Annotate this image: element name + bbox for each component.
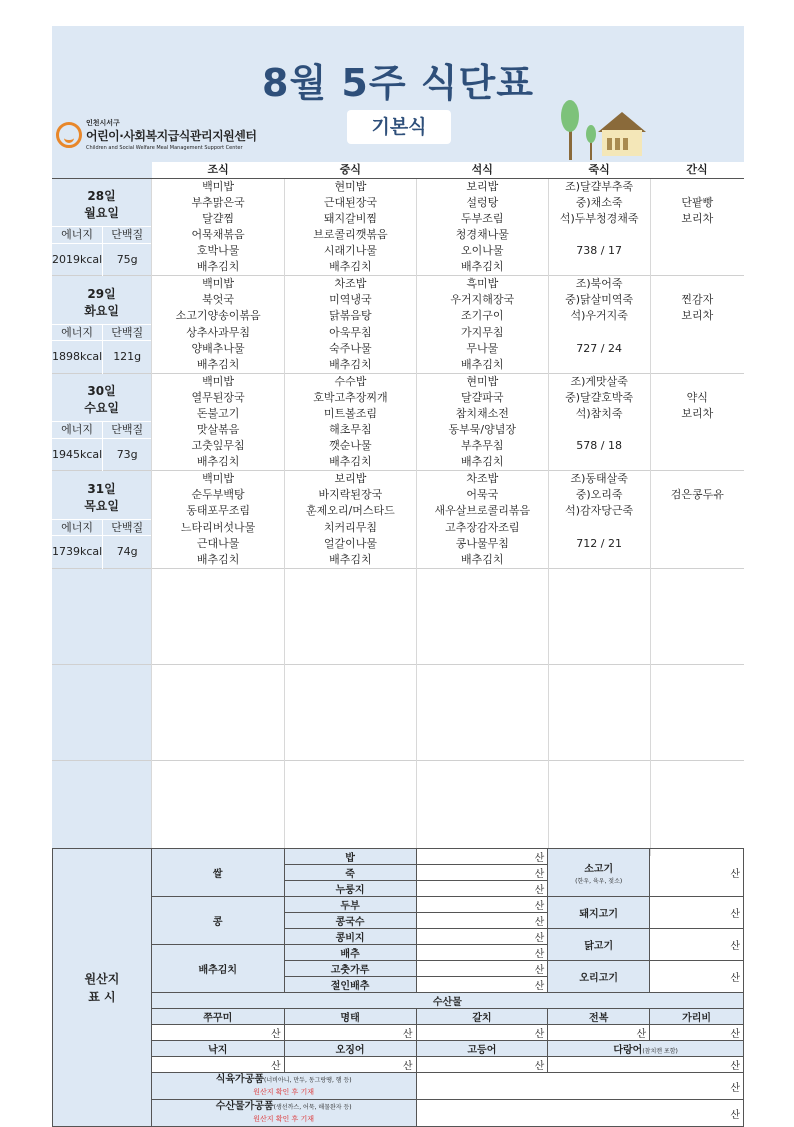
menu-row bbox=[52, 292, 744, 308]
empty-day-cell bbox=[52, 760, 152, 856]
protein-value: 121g bbox=[103, 341, 152, 374]
porridge-item bbox=[548, 454, 650, 471]
dinner-item: 부추무침 bbox=[416, 438, 548, 454]
energy-value: 1898kcal bbox=[52, 341, 103, 374]
day-cell bbox=[52, 178, 152, 227]
seafood-name: 명태 bbox=[284, 1009, 416, 1025]
mark: 산 bbox=[416, 865, 548, 881]
porridge-item: 조)달걀부추죽 bbox=[548, 178, 650, 195]
breakfast-item: 배추김치 bbox=[152, 454, 285, 471]
snack-item bbox=[650, 422, 744, 439]
empty-meal-cell bbox=[152, 760, 285, 856]
porridge-item: 중)채소죽 bbox=[548, 195, 650, 211]
porridge-item bbox=[548, 324, 650, 341]
mark: 산 bbox=[650, 1025, 744, 1041]
kimchi-item-3: 절인배추 bbox=[284, 977, 416, 993]
day-date: 29일 bbox=[87, 286, 116, 301]
breakfast-item: 양배추나물 bbox=[152, 341, 285, 357]
dinner-item: 가지무침 bbox=[416, 324, 548, 341]
menu-row bbox=[52, 536, 744, 552]
porridge-item: 석)참치죽 bbox=[548, 406, 650, 422]
menu-body bbox=[52, 178, 744, 856]
seafood-name: 낙지 bbox=[151, 1041, 284, 1057]
lunch-item: 배추김치 bbox=[284, 552, 416, 569]
empty-meal-cell bbox=[152, 664, 285, 760]
lunch-item: 배추김치 bbox=[284, 454, 416, 471]
mark: 산 bbox=[416, 1057, 548, 1073]
mark: 산 bbox=[284, 1057, 416, 1073]
lunch-item: 호박고추장찌개 bbox=[284, 390, 416, 406]
porridge-item bbox=[548, 422, 650, 439]
energy-label: 에너지 bbox=[52, 519, 103, 536]
lunch-item: 깻순나물 bbox=[284, 438, 416, 454]
day-cell bbox=[52, 471, 152, 520]
empty-meal-cell bbox=[416, 568, 548, 664]
empty-meal-cell bbox=[548, 568, 650, 664]
porridge-item: 석)우거지죽 bbox=[548, 308, 650, 324]
breakfast-item: 백미밥 bbox=[152, 178, 285, 195]
seafood-name: 갈치 bbox=[416, 1009, 548, 1025]
menu-sheet bbox=[52, 26, 744, 1123]
mark: 산 bbox=[416, 1073, 743, 1100]
snack-item: 약식 bbox=[650, 390, 744, 406]
snack-item bbox=[650, 471, 744, 488]
col-breakfast: 조식 bbox=[152, 162, 285, 178]
energy-label: 에너지 bbox=[52, 324, 103, 341]
day-date: 30일 bbox=[87, 384, 116, 399]
breakfast-item: 동태포무조림 bbox=[152, 503, 285, 519]
bean-item-2: 콩국수 bbox=[284, 913, 416, 929]
dinner-item: 고추장감자조림 bbox=[416, 519, 548, 536]
processed-sea-label: 수산물가공품 bbox=[215, 1101, 274, 1112]
day-date: 28일 bbox=[87, 189, 116, 204]
dinner-item: 새우살브로콜리볶음 bbox=[416, 503, 548, 519]
origin-table bbox=[52, 848, 744, 1127]
breakfast-item: 배추김치 bbox=[152, 552, 285, 569]
breakfast-item: 맛살볶음 bbox=[152, 422, 285, 439]
snack-item: 검은콩두유 bbox=[650, 487, 744, 503]
protein-value: 73g bbox=[103, 438, 152, 471]
lunch-item: 보리밥 bbox=[284, 471, 416, 488]
seafood-name: 전복 bbox=[548, 1009, 650, 1025]
seafood-header: 수산물 bbox=[151, 993, 743, 1009]
seafood-name: 오징어 bbox=[284, 1041, 416, 1057]
breakfast-item: 배추김치 bbox=[152, 357, 285, 374]
snack-item bbox=[650, 552, 744, 569]
day-weekday: 목요일 bbox=[84, 498, 119, 513]
snack-item bbox=[650, 243, 744, 259]
logo-english-name: Children and Social Welfare Meal Management Support Center bbox=[86, 145, 243, 151]
mark: 산 bbox=[416, 961, 548, 977]
processed-sea-cell bbox=[151, 1100, 416, 1127]
seafood-name: 가리비 bbox=[650, 1009, 744, 1025]
mark: 산 bbox=[650, 961, 744, 993]
energy-value: 2019kcal bbox=[52, 243, 103, 276]
dinner-item: 흑미밥 bbox=[416, 276, 548, 293]
mark: 산 bbox=[416, 849, 548, 865]
snack-item: 찐감자 bbox=[650, 292, 744, 308]
mark: 산 bbox=[416, 897, 548, 913]
snack-item bbox=[650, 438, 744, 454]
processed-meat-warning: 원산지 확인 후 기재 bbox=[253, 1088, 315, 1096]
weekly-menu-table bbox=[52, 162, 744, 856]
empty-meal-cell bbox=[548, 760, 650, 856]
empty-meal-cell bbox=[650, 664, 744, 760]
duck-label: 오리고기 bbox=[548, 961, 650, 993]
rice-item-2: 죽 bbox=[284, 865, 416, 881]
day-weekday: 화요일 bbox=[84, 303, 119, 318]
bean-group: 콩 bbox=[151, 897, 284, 945]
snack-item bbox=[650, 373, 744, 390]
snack-item bbox=[650, 324, 744, 341]
porridge-item bbox=[548, 357, 650, 374]
day-cell bbox=[52, 276, 152, 325]
dinner-item: 설렁탕 bbox=[416, 195, 548, 211]
mark: 산 bbox=[650, 897, 744, 929]
empty-meal-cell bbox=[416, 760, 548, 856]
dinner-item: 어묵국 bbox=[416, 487, 548, 503]
day-date: 31일 bbox=[87, 481, 116, 496]
rice-item-3: 누룽지 bbox=[284, 881, 416, 897]
dinner-item: 배추김치 bbox=[416, 552, 548, 569]
empty-meal-cell bbox=[284, 760, 416, 856]
menu-row bbox=[52, 373, 744, 390]
empty-row bbox=[52, 664, 744, 760]
lunch-item: 아욱무침 bbox=[284, 324, 416, 341]
lunch-item: 훈제오리/머스타드 bbox=[284, 503, 416, 519]
energy-value: 1739kcal bbox=[52, 536, 103, 569]
porridge-item: 727 / 24 bbox=[548, 341, 650, 357]
menu-row bbox=[52, 406, 744, 422]
mark: 산 bbox=[151, 1057, 284, 1073]
kimchi-item-2: 고춧가루 bbox=[284, 961, 416, 977]
mark: 산 bbox=[284, 1025, 416, 1041]
dinner-item: 차조밥 bbox=[416, 471, 548, 488]
snack-item bbox=[650, 276, 744, 293]
dinner-item: 배추김치 bbox=[416, 454, 548, 471]
porridge-item: 중)닭살미역죽 bbox=[548, 292, 650, 308]
bean-item-3: 콩비지 bbox=[284, 929, 416, 945]
breakfast-item: 북엇국 bbox=[152, 292, 285, 308]
energy-label: 에너지 bbox=[52, 227, 103, 244]
breakfast-item: 호박나물 bbox=[152, 243, 285, 259]
breakfast-item: 느타리버섯나물 bbox=[152, 519, 285, 536]
protein-value: 74g bbox=[103, 536, 152, 569]
snack-item bbox=[650, 259, 744, 276]
empty-row bbox=[52, 568, 744, 664]
breakfast-item: 배추김치 bbox=[152, 259, 285, 276]
mark: 산 bbox=[548, 1025, 650, 1041]
breakfast-item: 고춧잎무침 bbox=[152, 438, 285, 454]
snack-item bbox=[650, 454, 744, 471]
empty-day-cell bbox=[52, 568, 152, 664]
kimchi-group: 배추김치 bbox=[151, 945, 284, 993]
empty-meal-cell bbox=[650, 760, 744, 856]
processed-meat-note: (너비아니, 만두, 동그랑땡, 햄 등) bbox=[264, 1077, 352, 1084]
energy-label: 에너지 bbox=[52, 422, 103, 439]
breakfast-item: 백미밥 bbox=[152, 276, 285, 293]
menu-row bbox=[52, 276, 744, 293]
porridge-item: 조)게맛살죽 bbox=[548, 373, 650, 390]
lunch-item: 배추김치 bbox=[284, 357, 416, 374]
lunch-item: 배추김치 bbox=[284, 259, 416, 276]
energy-value: 1945kcal bbox=[52, 438, 103, 471]
empty-meal-cell bbox=[284, 568, 416, 664]
col-lunch: 중식 bbox=[284, 162, 416, 178]
dinner-item: 청경채나물 bbox=[416, 227, 548, 244]
lunch-item: 시래기나물 bbox=[284, 243, 416, 259]
breakfast-item: 순두부백탕 bbox=[152, 487, 285, 503]
tuna-cell bbox=[548, 1041, 744, 1057]
porridge-item: 738 / 17 bbox=[548, 243, 650, 259]
beef-cell bbox=[548, 849, 650, 897]
snack-item bbox=[650, 227, 744, 244]
dinner-item: 오이나물 bbox=[416, 243, 548, 259]
mark: 산 bbox=[650, 849, 744, 897]
page-title: 8월 5주 식단표 bbox=[262, 61, 534, 105]
empty-day-cell bbox=[52, 664, 152, 760]
diet-type-badge: 기본식 bbox=[347, 110, 451, 144]
tuna-note: (참치캔 포함) bbox=[642, 1048, 678, 1055]
lunch-item: 치커리무침 bbox=[284, 519, 416, 536]
dinner-item: 콩나물무침 bbox=[416, 536, 548, 552]
snack-item: 보리차 bbox=[650, 308, 744, 324]
tuna-label: 다랑어 bbox=[613, 1045, 643, 1056]
protein-label: 단백질 bbox=[103, 422, 152, 439]
mark: 산 bbox=[416, 1100, 743, 1127]
snack-item bbox=[650, 341, 744, 357]
smile-logo-icon bbox=[56, 122, 82, 148]
breakfast-item: 열무된장국 bbox=[152, 390, 285, 406]
menu-row bbox=[52, 227, 744, 244]
porridge-item: 석)감자당근죽 bbox=[548, 503, 650, 519]
porridge-item: 석)두부청경채죽 bbox=[548, 211, 650, 227]
breakfast-item: 어묵채볶음 bbox=[152, 227, 285, 244]
pork-label: 돼지고기 bbox=[548, 897, 650, 929]
empty-meal-cell bbox=[548, 664, 650, 760]
porridge-item bbox=[548, 519, 650, 536]
breakfast-item: 상추사과무침 bbox=[152, 324, 285, 341]
menu-row bbox=[52, 422, 744, 439]
breakfast-item: 달걀찜 bbox=[152, 211, 285, 227]
menu-row bbox=[52, 438, 744, 454]
menu-row bbox=[52, 519, 744, 536]
lunch-item: 미트볼조림 bbox=[284, 406, 416, 422]
processed-meat-cell bbox=[151, 1073, 416, 1100]
dinner-item: 무나물 bbox=[416, 341, 548, 357]
dinner-item: 배추김치 bbox=[416, 259, 548, 276]
header-blank bbox=[52, 162, 152, 178]
day-weekday: 수요일 bbox=[84, 401, 119, 416]
processed-sea-warning: 원산지 확인 후 기재 bbox=[253, 1115, 315, 1123]
dinner-item: 동부묵/양념장 bbox=[416, 422, 548, 439]
origin-label-1: 원산지 bbox=[84, 971, 120, 986]
empty-row bbox=[52, 760, 744, 856]
kimchi-item-1: 배추 bbox=[284, 945, 416, 961]
processed-sea-note: (생선까스, 어묵, 해물완자 등) bbox=[273, 1104, 352, 1111]
lunch-item: 차조밥 bbox=[284, 276, 416, 293]
empty-meal-cell bbox=[152, 568, 285, 664]
menu-row bbox=[52, 341, 744, 357]
dinner-item: 우거지해장국 bbox=[416, 292, 548, 308]
lunch-item: 근대된장국 bbox=[284, 195, 416, 211]
menu-row bbox=[52, 454, 744, 471]
porridge-item: 조)동태살죽 bbox=[548, 471, 650, 488]
snack-item bbox=[650, 357, 744, 374]
col-snack: 간식 bbox=[650, 162, 744, 178]
snack-item bbox=[650, 178, 744, 195]
menu-row bbox=[52, 503, 744, 519]
lunch-item: 수수밥 bbox=[284, 373, 416, 390]
lunch-item: 돼지갈비찜 bbox=[284, 211, 416, 227]
menu-header-row bbox=[52, 162, 744, 178]
breakfast-item: 백미밥 bbox=[152, 373, 285, 390]
lunch-item: 바지락된장국 bbox=[284, 487, 416, 503]
rice-item-1: 밥 bbox=[284, 849, 416, 865]
lunch-item: 닭볶음탕 bbox=[284, 308, 416, 324]
menu-row bbox=[52, 552, 744, 569]
chicken-label: 닭고기 bbox=[548, 929, 650, 961]
lunch-item: 얼갈이나물 bbox=[284, 536, 416, 552]
breakfast-item: 돈불고기 bbox=[152, 406, 285, 422]
protein-label: 단백질 bbox=[103, 227, 152, 244]
center-logo bbox=[56, 118, 256, 158]
dinner-item: 두부조림 bbox=[416, 211, 548, 227]
col-porridge: 죽식 bbox=[548, 162, 650, 178]
col-dinner: 석식 bbox=[416, 162, 548, 178]
menu-row bbox=[52, 324, 744, 341]
snack-item bbox=[650, 503, 744, 519]
protein-label: 단백질 bbox=[103, 519, 152, 536]
protein-label: 단백질 bbox=[103, 324, 152, 341]
day-cell bbox=[52, 373, 152, 422]
snack-item bbox=[650, 519, 744, 536]
dinner-item: 현미밥 bbox=[416, 373, 548, 390]
bean-item-1: 두부 bbox=[284, 897, 416, 913]
day-weekday: 월요일 bbox=[84, 206, 119, 221]
menu-row bbox=[52, 357, 744, 374]
porridge-item bbox=[548, 259, 650, 276]
menu-row bbox=[52, 243, 744, 259]
mark: 산 bbox=[151, 1025, 284, 1041]
logo-district: 인천시서구 bbox=[86, 119, 120, 127]
menu-row bbox=[52, 308, 744, 324]
header-banner bbox=[52, 26, 744, 162]
origin-label-2: 표 시 bbox=[88, 989, 116, 1004]
mark: 산 bbox=[416, 929, 548, 945]
protein-value: 75g bbox=[103, 243, 152, 276]
menu-row bbox=[52, 178, 744, 195]
mark: 산 bbox=[548, 1057, 744, 1073]
breakfast-item: 부추맑은국 bbox=[152, 195, 285, 211]
menu-row bbox=[52, 471, 744, 488]
mark: 산 bbox=[416, 1025, 548, 1041]
seafood-name: 고등어 bbox=[416, 1041, 548, 1057]
dinner-item: 배추김치 bbox=[416, 357, 548, 374]
dinner-item: 조기구이 bbox=[416, 308, 548, 324]
dinner-item: 참치채소전 bbox=[416, 406, 548, 422]
menu-row bbox=[52, 211, 744, 227]
beef-note: (한우, 육우, 젖소) bbox=[575, 877, 623, 885]
mark: 산 bbox=[416, 913, 548, 929]
snack-item: 단팥빵 bbox=[650, 195, 744, 211]
processed-meat-label: 식육가공품 bbox=[215, 1074, 265, 1085]
beef-label: 소고기 bbox=[584, 863, 614, 875]
porridge-item: 중)달걀호박죽 bbox=[548, 390, 650, 406]
seafood-name: 쭈꾸미 bbox=[151, 1009, 284, 1025]
logo-center-name: 어린이·사회복지급식관리지원센터 bbox=[86, 129, 257, 143]
mark: 산 bbox=[416, 881, 548, 897]
porridge-item: 중)오리죽 bbox=[548, 487, 650, 503]
mark: 산 bbox=[650, 929, 744, 961]
dinner-item: 보리밥 bbox=[416, 178, 548, 195]
origin-label bbox=[53, 849, 152, 1127]
lunch-item: 미역냉국 bbox=[284, 292, 416, 308]
mark: 산 bbox=[416, 945, 548, 961]
menu-row bbox=[52, 259, 744, 276]
menu-row bbox=[52, 195, 744, 211]
lunch-item: 해초무침 bbox=[284, 422, 416, 439]
snack-item: 보리차 bbox=[650, 211, 744, 227]
breakfast-item: 소고기양송이볶음 bbox=[152, 308, 285, 324]
breakfast-item: 백미밥 bbox=[152, 471, 285, 488]
tree-house-illustration bbox=[552, 100, 652, 160]
snack-item: 보리차 bbox=[650, 406, 744, 422]
porridge-item: 578 / 18 bbox=[548, 438, 650, 454]
lunch-item: 숙주나물 bbox=[284, 341, 416, 357]
lunch-item: 현미밥 bbox=[284, 178, 416, 195]
porridge-item: 712 / 21 bbox=[548, 536, 650, 552]
empty-meal-cell bbox=[284, 664, 416, 760]
empty-meal-cell bbox=[416, 664, 548, 760]
snack-item bbox=[650, 536, 744, 552]
dinner-item: 달걀파국 bbox=[416, 390, 548, 406]
menu-row bbox=[52, 390, 744, 406]
rice-group: 쌀 bbox=[151, 849, 284, 897]
mark: 산 bbox=[416, 977, 548, 993]
menu-row bbox=[52, 487, 744, 503]
lunch-item: 브로콜리깻볶음 bbox=[284, 227, 416, 244]
empty-meal-cell bbox=[650, 568, 744, 664]
breakfast-item: 근대나물 bbox=[152, 536, 285, 552]
porridge-item bbox=[548, 227, 650, 244]
porridge-item: 조)북어죽 bbox=[548, 276, 650, 293]
porridge-item bbox=[548, 552, 650, 569]
